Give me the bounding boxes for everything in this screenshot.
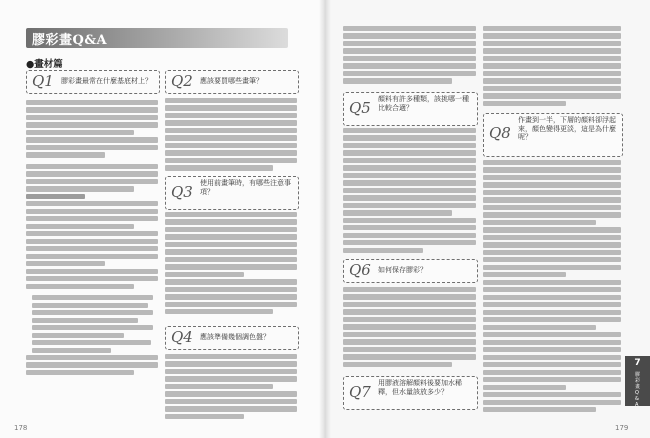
question-box-q2 [165, 70, 299, 94]
question-box-q7 [343, 376, 478, 410]
title-bar [26, 28, 288, 48]
question-box-q6 [343, 259, 478, 283]
question-box-q8 [483, 113, 623, 157]
question-box-q1 [26, 70, 160, 94]
question-number: Q3 [171, 183, 193, 201]
question-text: 作畫到一半，下層的顏料卻浮起來，顏色變得更淡，這是為什麼呢？ [518, 116, 616, 141]
question-text: 應該準備幾個調色盤？ [200, 333, 270, 341]
page-title: 膠彩畫Q&A [32, 33, 108, 48]
chapter-tab [625, 356, 650, 406]
question-number: Q4 [171, 328, 193, 346]
question-text: 使用前畫筆時，有哪些注意事項？ [200, 179, 291, 196]
question-text: 應該要買哪些畫筆？ [200, 77, 263, 85]
answer-q3 [165, 212, 297, 324]
text-block-top [343, 26, 476, 90]
page-number-left: 178 [14, 424, 28, 432]
right-page [325, 0, 650, 438]
answer-q8 [483, 160, 621, 422]
question-number: Q6 [349, 261, 371, 279]
question-number: Q8 [489, 124, 511, 142]
book-gutter [319, 0, 331, 438]
page-number-right: 179 [615, 424, 629, 432]
question-box-q5 [343, 92, 478, 126]
question-box-q4 [165, 326, 299, 350]
answer-q2 [165, 98, 297, 173]
question-text: 如何保存膠彩？ [378, 266, 427, 274]
answer-q5 [343, 128, 476, 258]
question-number: Q1 [32, 72, 54, 90]
question-number: Q7 [349, 383, 371, 401]
question-text: 顏料有許多種類，該挑哪一種比較合適？ [378, 95, 469, 112]
question-text: 用膠液溶解顏料後要加水稀釋，但水量該放多少？ [378, 379, 462, 396]
question-number: Q5 [349, 99, 371, 117]
text-block-right-top [483, 26, 621, 110]
answer-q4 [165, 354, 297, 422]
section-heading: ●畫材篇 [26, 59, 63, 70]
question-box-q3 [165, 176, 299, 210]
chapter-tab-number: 7 [634, 358, 641, 368]
question-number: Q2 [171, 72, 193, 90]
answer-q6 [343, 287, 476, 373]
chapter-tab-label: 膠彩畫Q&A [635, 372, 641, 408]
question-text: 膠彩畫最常在什麼基底材上？ [61, 77, 152, 85]
left-column-1 [26, 100, 158, 422]
